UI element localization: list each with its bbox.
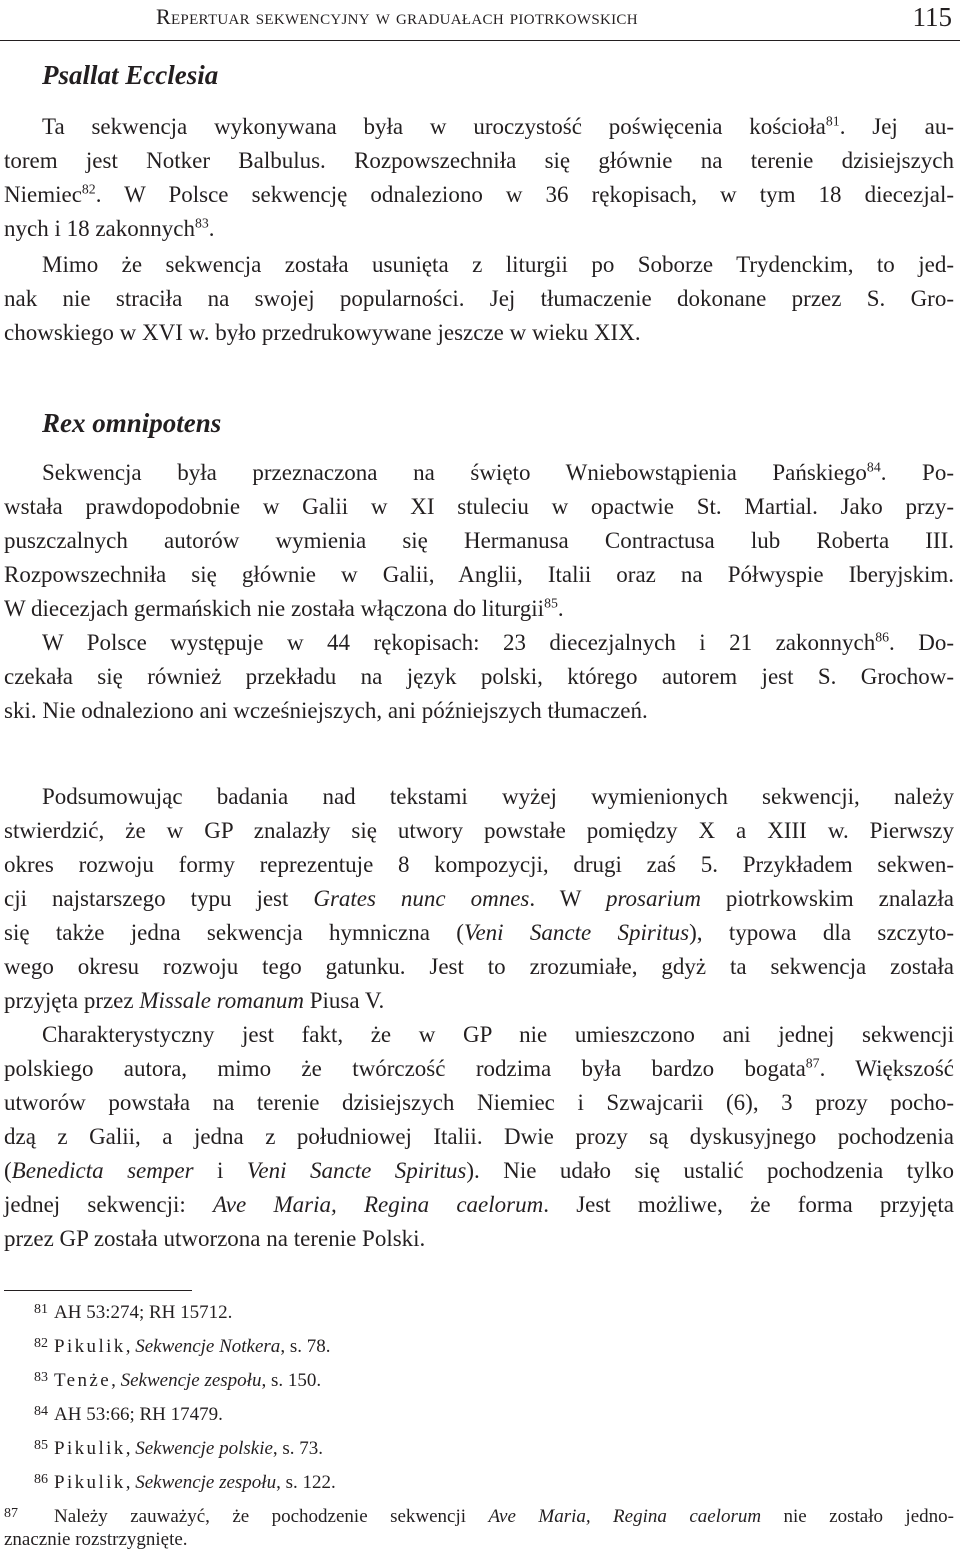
paragraph-line: chowskiego w XVI w. było przedrukowywane jeszcze w wieku XIX.	[4, 320, 641, 345]
paragraph-line: stwierdzić, że w GP znalazły się utwory powstałe pomiędzy X a XIII w. Pierwszy	[4, 818, 954, 843]
footnote-number: 86	[34, 1472, 48, 1487]
footnote-84: 84 AH 53:66; RH 17479.	[4, 1398, 954, 1426]
footnote-number: 87	[4, 1506, 18, 1521]
footnote-number: 83	[34, 1370, 48, 1385]
paragraph-line: nych i 18 zakonnych$^{83}$.	[4, 215, 215, 241]
footnote-number: 81	[34, 1302, 48, 1317]
running-title: Repertuar sekwencyjny w graduałach piotrkowskich	[156, 4, 638, 29]
footnote-87-continuation: znacznie rozstrzygnięte.	[4, 1529, 188, 1550]
footnote-ref[interactable]: 84	[866, 459, 881, 475]
section-title-rex-omnipotens: Rex omnipotens	[42, 408, 222, 438]
paragraph-line: przez GP została utworzona na terenie Polski.	[4, 1226, 426, 1251]
footnote-ref[interactable]: 83	[194, 215, 209, 231]
footnote-ref[interactable]: 85	[544, 595, 558, 611]
footnote-ref[interactable]: 82	[81, 181, 96, 197]
paragraph-line: Podsumowując badania nad tekstami wyżej wymienionych sekwencji, należy	[42, 784, 954, 809]
paragraph-line: Charakterystyczny jest fakt, że w GP nie umieszczono ani jednej sekwencji	[42, 1022, 954, 1047]
paragraph-line: Sekwencja była przeznaczona na święto Wniebowstąpienia Pańskiego$^{84}$. Po-	[42, 459, 955, 485]
footnote-ref[interactable]: 86	[875, 629, 890, 645]
paragraph-line: W Polsce występuje w 44 rękopisach: 23 diecezjalnych i 21 zakonnych$^{86}$. Do-	[42, 629, 954, 655]
footnote-ref[interactable]: 81	[825, 113, 840, 129]
footnote-82: 82 Pikulik, Sekwencje Notkera, s. 78.	[4, 1330, 954, 1358]
paragraph-line: puszczalnych autorów wymienia się Hermanusa Contractusa lub Roberta III.	[4, 528, 954, 553]
footnote-87: 87 Należy zauważyć, że pochodzenie sekwencji Ave Maria, Regina caelorum nie zostało jedno-	[4, 1500, 954, 1528]
paragraph-line: nak nie straciła na swojej popularności. Jej tłumaczenie dokonane przez S. Gro-	[4, 286, 954, 311]
page-number: 115	[912, 2, 952, 32]
paragraph-line: czekała się również przekładu na język polski, którego autorem jest S. Grochow-	[4, 664, 954, 689]
paragraph-line: Niemiec$^{82}$. W Polsce sekwencję odnaleziono w 36 rękopisach, w tym 18 diecezjal-	[4, 181, 954, 207]
paragraph-line: cji najstarszego typu jest Grates nunc omnes. W prosarium piotrkowskim znalazła	[4, 886, 954, 911]
paragraph-line: dzą z Galii, a jedna z południowej Italii. Dwie prozy są dyskusyjnego pochodzenia	[4, 1124, 954, 1149]
section-title-psallat-ecclesia: Psallat Ecclesia	[42, 60, 219, 90]
footnote-81: 81 AH 53:274; RH 15712.	[4, 1296, 954, 1324]
paragraph-line: przyjęta przez Missale romanum Piusa V.	[4, 988, 385, 1013]
paragraph-line: ski. Nie odnaleziono ani wcześniejszych, ani późniejszych tłumaczeń.	[4, 698, 648, 723]
footnote-number: 82	[34, 1336, 48, 1351]
footnote-separator	[4, 1290, 192, 1291]
paragraph-line: torem jest Notker Balbulus. Rozpowszechniła się głównie na terenie dzisiejszych	[4, 148, 954, 173]
paragraph-line: wstała prawdopodobnie w Galii w XI stuleciu w opactwie St. Martial. Jako przy-	[4, 494, 954, 519]
footnote-83: 83 Tenże, Sekwencje zespołu, s. 150.	[4, 1364, 954, 1392]
paragraph-line: polskiego autora, mimo że twórczość rodzima była bardzo bogata$^{87}$. Większość	[4, 1055, 954, 1081]
footnote-number: 84	[34, 1404, 48, 1419]
footnote-85: 85 Pikulik, Sekwencje polskie, s. 73.	[4, 1432, 954, 1460]
paragraph-line: utworów powstała na terenie dzisiejszych Niemiec i Szwajcarii (6), 3 prozy pocho-	[4, 1090, 954, 1115]
paragraph-line: jednej sekwencji: Ave Maria, Regina caelorum. Jest możliwe, że forma przyjęta	[4, 1192, 954, 1217]
paragraph-line: (Benedicta semper i Veni Sancte Spiritus). Nie udało się ustalić pochodzenia tylko	[4, 1158, 955, 1183]
footnote-ref[interactable]: 87	[805, 1055, 820, 1071]
paragraph-line: wego okresu rozwoju tego gatunku. Jest to zrozumiałe, gdyż ta sekwencja została	[4, 954, 954, 979]
footnote-86: 86 Pikulik, Sekwencje zespołu, s. 122.	[4, 1466, 954, 1494]
paragraph-line: W diecezjach germańskich nie została włączona do liturgii$^{85}$.	[4, 595, 564, 621]
paragraph-line: się także jedna sekwencja hymniczna (Veni Sancte Spiritus), typowa dla szczyto-	[4, 920, 954, 945]
footnote-number: 85	[34, 1438, 48, 1453]
paragraph-line: Ta sekwencja wykonywana była w uroczystość poświęcenia kościoła$^{81}$. Jej au-	[42, 113, 955, 139]
paragraph-line: okres rozwoju formy reprezentuje 8 kompozycji, drugi zaś 5. Przykładem sekwen-	[4, 852, 954, 877]
running-header	[0, 0, 960, 41]
paragraph-line: Mimo że sekwencja została usunięta z liturgii po Soborze Trydenckim, to jed-	[42, 252, 954, 277]
paragraph-line: Rozpowszechniła się głównie w Galii, Anglii, Italii oraz na Półwyspie Iberyjskim.	[4, 562, 954, 587]
